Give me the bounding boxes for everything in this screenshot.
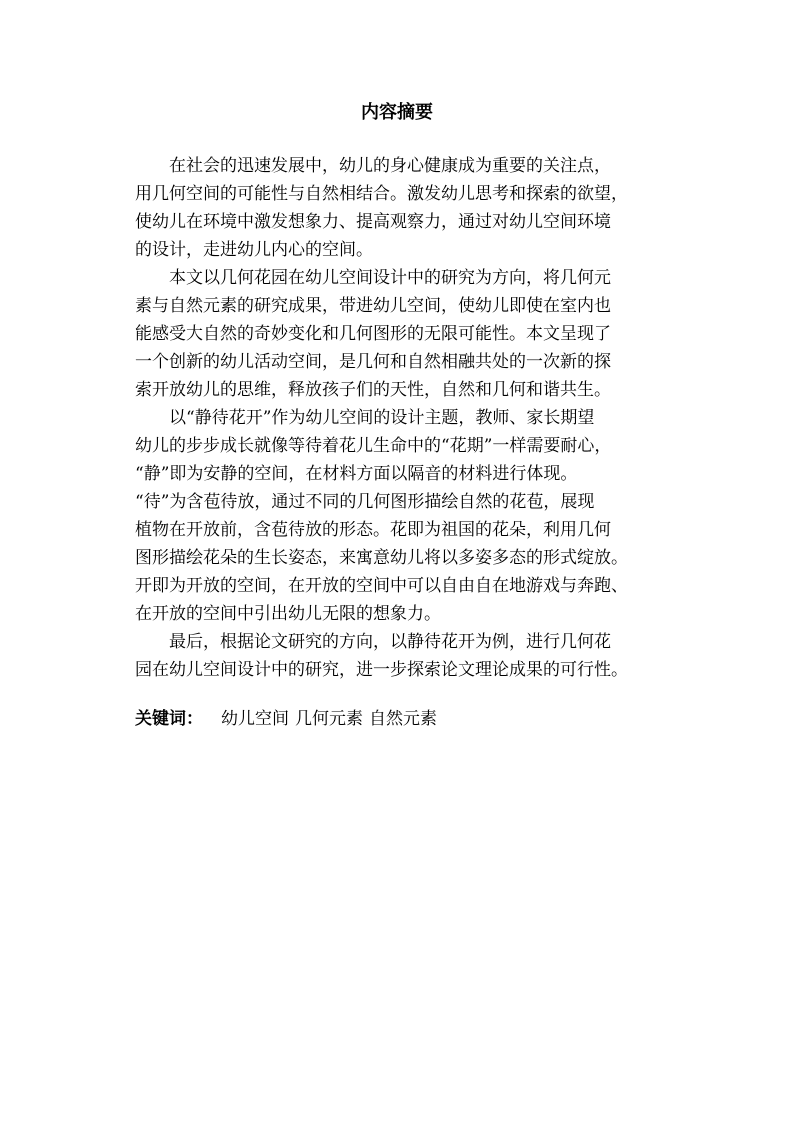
- text-line: 植物在开放前，含苞待放的形态。花即为祖国的花朵，利用几何: [135, 520, 611, 540]
- keywords-line: [135, 706, 443, 732]
- paragraph-3: [135, 404, 665, 628]
- text-line: “静”即为安静的空间，在材料方面以隔音的材料进行体现。: [135, 464, 578, 484]
- text-line: 以“静待花开”作为幼儿空间的设计主题，教师、家长期望: [135, 408, 595, 428]
- text-line: 本文以几何花园在幼儿空间设计中的研究为方向，将几何元: [135, 268, 611, 288]
- keyword-item: 幼儿空间: [221, 709, 289, 729]
- text-line: 的设计，走进幼儿内心的空间。: [135, 240, 373, 260]
- text-line: 园在幼儿空间设计中的研究，进一步探索论文理论成果的可行性。: [135, 660, 628, 680]
- text-line: “待”为含苞待放，通过不同的几何图形描绘自然的花苞，展现: [135, 492, 595, 512]
- paragraph-4: [135, 628, 665, 684]
- paragraph-2: [135, 264, 665, 404]
- paragraph-1: [135, 152, 665, 264]
- text-line: 素与自然元素的研究成果，带进幼儿空间，使幼儿即使在室内也: [135, 296, 611, 316]
- text-line: 最后，根据论文研究的方向，以静待花开为例，进行几何花: [135, 632, 611, 652]
- abstract-title: 内容摘要: [361, 102, 433, 123]
- keywords-label: 关键词：: [135, 709, 203, 729]
- abstract-body: [135, 152, 665, 684]
- keyword-item: 几何元素: [295, 709, 363, 729]
- text-line: 在开放的空间中引出幼儿无限的想象力。: [135, 604, 441, 624]
- text-line: 使幼儿在环境中激发想象力、提高观察力，通过对幼儿空间环境: [135, 212, 611, 232]
- text-line: 在社会的迅速发展中，幼儿的身心健康成为重要的关注点，: [135, 156, 611, 176]
- text-line: 开即为开放的空间，在开放的空间中可以自由自在地游戏与奔跑、: [135, 576, 628, 596]
- text-line: 能感受大自然的奇妙变化和几何图形的无限可能性。本文呈现了: [135, 324, 611, 344]
- text-line: 索开放幼儿的思维，释放孩子们的天性，自然和几何和谐共生。: [135, 380, 611, 400]
- text-line: 一个创新的幼儿活动空间，是几何和自然相融共处的一次新的探: [135, 352, 611, 372]
- text-line: 图形描绘花朵的生长姿态，来寓意幼儿将以多姿多态的形式绽放。: [135, 548, 628, 568]
- keyword-item: 自然元素: [369, 709, 437, 729]
- text-line: 幼儿的步步成长就像等待着花儿生命中的“花期”一样需要耐心，: [135, 436, 612, 456]
- text-line: 用几何空间的可能性与自然相结合。激发幼儿思考和探索的欲望，: [135, 184, 628, 204]
